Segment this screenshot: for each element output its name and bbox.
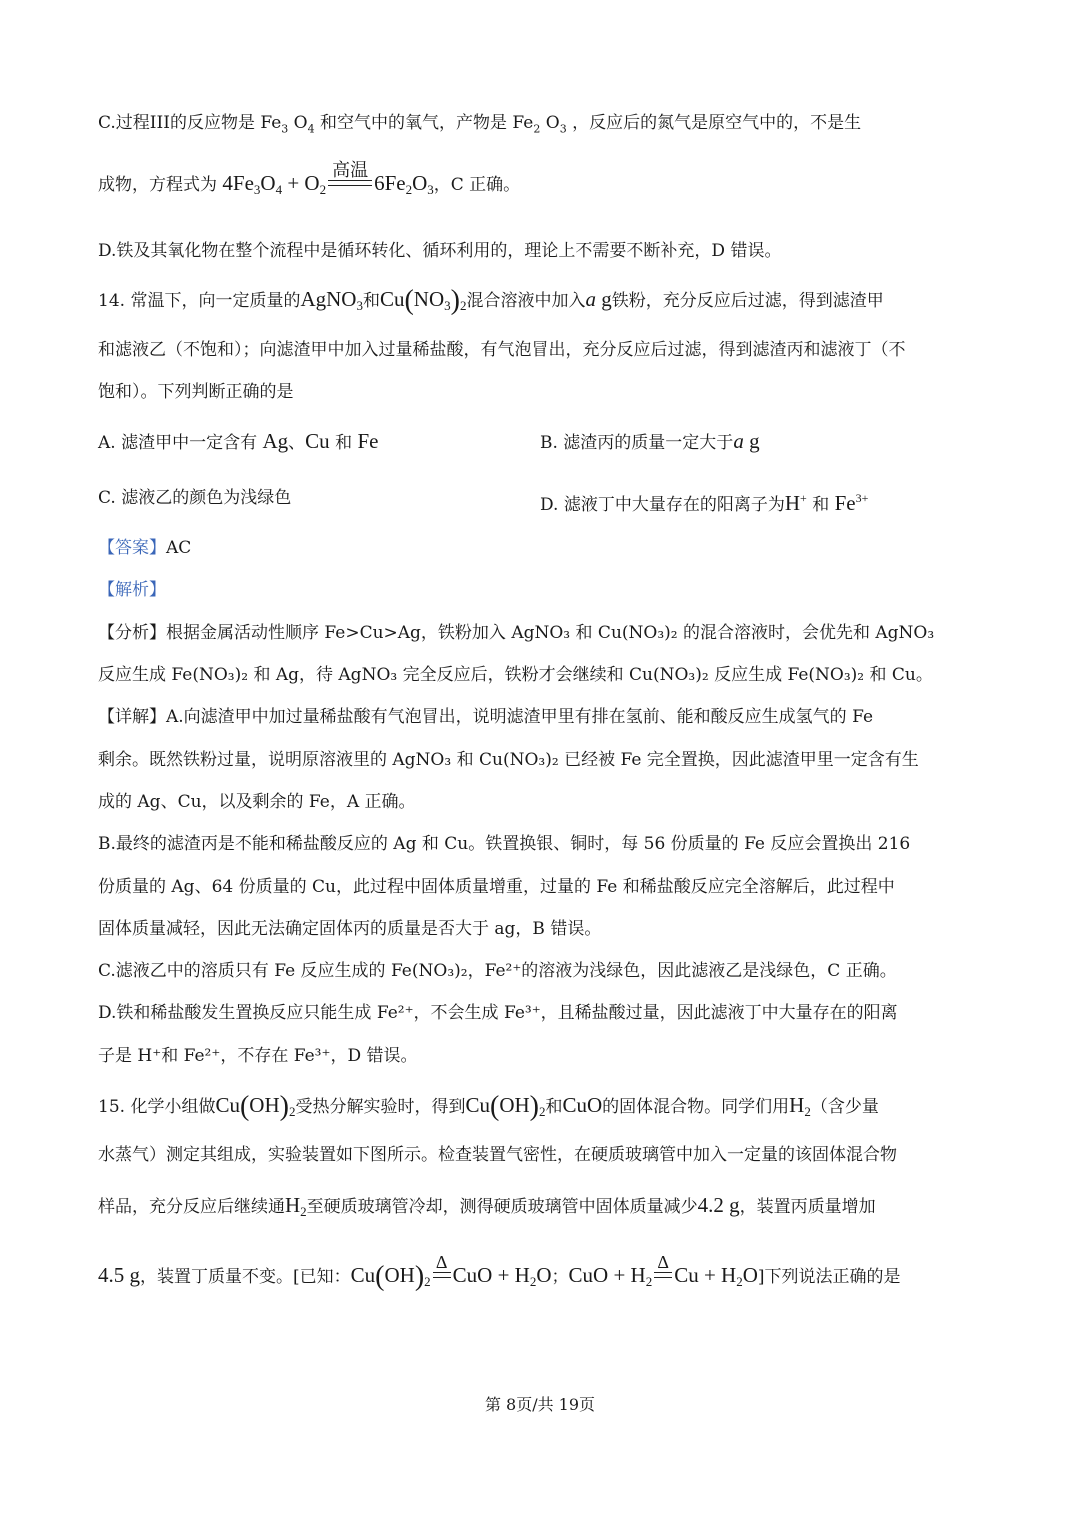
xiangjie-line3: 成的 Ag、Cu，以及剩余的 Fe，A 正确。 xyxy=(98,792,416,812)
condition-label: 高温 xyxy=(332,160,369,180)
xiangjie-line1 xyxy=(98,706,873,728)
q14-option-c: C. 滤液乙的颜色为浅绿色 xyxy=(98,488,292,508)
subscript: 4 xyxy=(307,122,315,136)
text: ； xyxy=(551,1267,569,1287)
answer-value: AC xyxy=(166,538,192,558)
formula-agno3: AgNO$_3$ xyxy=(300,287,363,313)
q15-line2: 水蒸气）测定其组成，实验装置如下图所示。检查装置气密性，在硬质玻璃管中加入一定量的该固体混合物 xyxy=(98,1145,897,1165)
mass-gain-value: 4.5 g xyxy=(98,1263,140,1287)
q14-line3: 饱和）。下列判断正确的是 xyxy=(98,382,294,402)
formula-cuno32: $Cu(NO_3)_2$ xyxy=(379,285,467,316)
equation-fe3o4-oxidation: $4Fe_3O_4 + O_2$ 高温 $6Fe_2O_3$ xyxy=(222,160,434,197)
text: 、 xyxy=(288,433,306,453)
text: 混合溶液中加入 xyxy=(466,291,586,311)
answer-label: 【答案】 xyxy=(98,538,166,558)
text: 铁粉，充分反应后过滤，得到滤渣甲 xyxy=(611,291,884,311)
answer-line xyxy=(98,537,191,559)
q14-option-a: A. 滤渣甲中一定含有 Ag、Cu 和 Fe xyxy=(98,429,379,453)
mass-loss-value: 4.2 g xyxy=(697,1193,740,1217)
xiangjie-line9: 子是 H⁺和 Fe²⁺，不存在 Fe³⁺，D 错误。 xyxy=(98,1046,418,1066)
text: A.向滤渣甲中加过量稀盐酸有气泡冒出，说明滤渣甲里有排在氢前、能和酸反应生成氢气的 Fe xyxy=(166,707,874,727)
text: O xyxy=(288,113,308,133)
q15-line1: 15. 化学小组做$Cu(OH)_2$受热分解实验时，得到$Cu(OH)_2$和CuO的固体混合物。同学们用$H_2$（含少量 xyxy=(98,1091,879,1122)
text: 样品，充分反应后继续通 xyxy=(98,1197,285,1217)
text: 受热分解实验时，得到 xyxy=(295,1097,466,1117)
heat-arrow xyxy=(433,1252,451,1288)
text: 至硬质玻璃管冷却，测得硬质玻璃管中固体质量减少 xyxy=(306,1197,698,1217)
xiangjie-line8: D.铁和稀盐酸发生置换反应只能生成 Fe²⁺，不会生成 Fe³⁺，且稀盐酸过量，因此滤液丁中大量存在的阳离 xyxy=(98,1003,898,1023)
xiangjie-line2: 剩余。既然铁粉过量，说明原溶液里的 AgNO₃ 和 Cu(NO₃)₂ 已经被 Fe 完全置换，因此滤渣甲里一定含有生 xyxy=(98,750,919,770)
text: 和 xyxy=(812,495,830,515)
analysis-label: 【解析】 xyxy=(98,580,166,600)
option-c-line1 xyxy=(98,112,861,140)
reaction-arrow xyxy=(328,160,372,196)
subscript: 3 xyxy=(281,122,289,136)
q14-option-b: B. 滤渣丙的质量一定大于a g xyxy=(540,429,760,453)
delta-symbol: Δ xyxy=(657,1252,669,1272)
text: 和 xyxy=(335,433,353,453)
xiangjie-line4: B.最终的滤渣丙是不能和稀盐酸反应的 Ag 和 Cu。铁置换银、铜时，每 56 份质量的 Fe 反应会置换出 216 xyxy=(98,834,911,854)
text: 的固体混合物。同学们用 xyxy=(602,1097,790,1117)
text: A. 滤渣甲中一定含有 xyxy=(98,433,258,453)
text: ，反应后的氮气是原空气中的，不是生 xyxy=(566,113,862,133)
text: 15. 化学小组做 xyxy=(98,1097,216,1117)
text: ，装置丁质量不变。[已知： xyxy=(140,1267,351,1287)
xiangjie-line7: C.滤液乙中的溶质只有 Fe 反应生成的 Fe(NO₃)₂，Fe²⁺的溶液为浅绿色，因此滤液乙是浅绿色，C 正确。 xyxy=(98,961,897,981)
text: 和空气中的氧气，产物是 Fe xyxy=(314,113,534,133)
fenxi-line1 xyxy=(98,622,934,644)
heat-arrow xyxy=(654,1252,672,1288)
analysis-heading xyxy=(98,579,166,601)
mass-variable: a xyxy=(733,429,744,453)
subscript: 2 xyxy=(533,122,541,136)
delta-symbol: Δ xyxy=(435,1252,448,1272)
q15-line4: 4.5 g，装置丁质量不变。[已知：$Cu(OH)_2$ Δ CuO + $H_2O$；CuO + $H_2$ Δ $Cu + H_2O$]下列说法正确的是 xyxy=(98,1252,901,1292)
text: ，C 正确。 xyxy=(433,175,521,195)
text: 根据金属活动性顺序 Fe>Cu>Ag，铁粉加入 AgNO₃ 和 Cu(NO₃)₂ 的混合溶液时，会优先和 AgNO₃ xyxy=(166,623,935,643)
text: （含少量 xyxy=(810,1097,879,1117)
option-d-line: D.铁及其氧化物在整个流程中是循环转化、循环利用的，理论上不需要不断补充，D 错误。 xyxy=(98,241,782,261)
text: 和 xyxy=(545,1097,563,1117)
xiangjie-line6: 固体质量减轻，因此无法确定固体丙的质量是否大于 ag，B 错误。 xyxy=(98,919,602,939)
fenxi-line2: 反应生成 Fe(NO₃)₂ 和 Ag，待 AgNO₃ 完全反应后，铁粉才会继续和 Cu(NO₃)₂ 反应生成 Fe(NO₃)₂ 和 Cu。 xyxy=(98,665,933,685)
page-footer: 第 8页/共 19页 xyxy=(484,1395,596,1414)
text: 14. 常温下，向一定质量的 xyxy=(98,291,301,311)
q14-line1: 14. 常温下，向一定质量的AgNO$_3$和$Cu(NO_3)_2$混合溶液中加入a g铁粉，充分反应后过滤，得到滤渣甲 xyxy=(98,285,884,316)
text: C.过程III的反应物是 Fe xyxy=(98,113,282,133)
option-c-line2 xyxy=(98,160,521,201)
q14-line2: 和滤液乙（不饱和）；向滤渣甲中加入过量稀盐酸，有气泡冒出，充分反应后过滤，得到滤渣丙和滤液丁（不 xyxy=(98,340,906,360)
text: ]下列说法正确的是 xyxy=(757,1267,901,1287)
xiangjie-label: 【详解】 xyxy=(98,707,166,727)
mass-variable: a xyxy=(585,287,596,311)
text: 和 xyxy=(362,291,380,311)
q15-line3: 样品，充分反应后继续通$H_2$至硬质玻璃管冷却，测得硬质玻璃管中固体质量减少4.2 g，装置丙质量增加 xyxy=(98,1193,876,1219)
q14-option-d: D. 滤液丁中大量存在的阳离子为H+ 和 $Fe^{3+}$ xyxy=(540,491,869,515)
text: D. 滤液丁中大量存在的阳离子为 xyxy=(540,495,785,515)
subscript: 3 xyxy=(559,122,567,136)
text: 成物，方程式为 xyxy=(98,175,217,195)
text: O xyxy=(540,113,560,133)
fenxi-label: 【分析】 xyxy=(98,623,166,643)
text: ，装置丙质量增加 xyxy=(739,1197,876,1217)
xiangjie-line5: 份质量的 Ag、64 份质量的 Cu，此过程中固体质量增重，过量的 Fe 和稀盐酸反应完全溶解后，此过程中 xyxy=(98,877,895,897)
text: B. 滤渣丙的质量一定大于 xyxy=(540,433,734,453)
